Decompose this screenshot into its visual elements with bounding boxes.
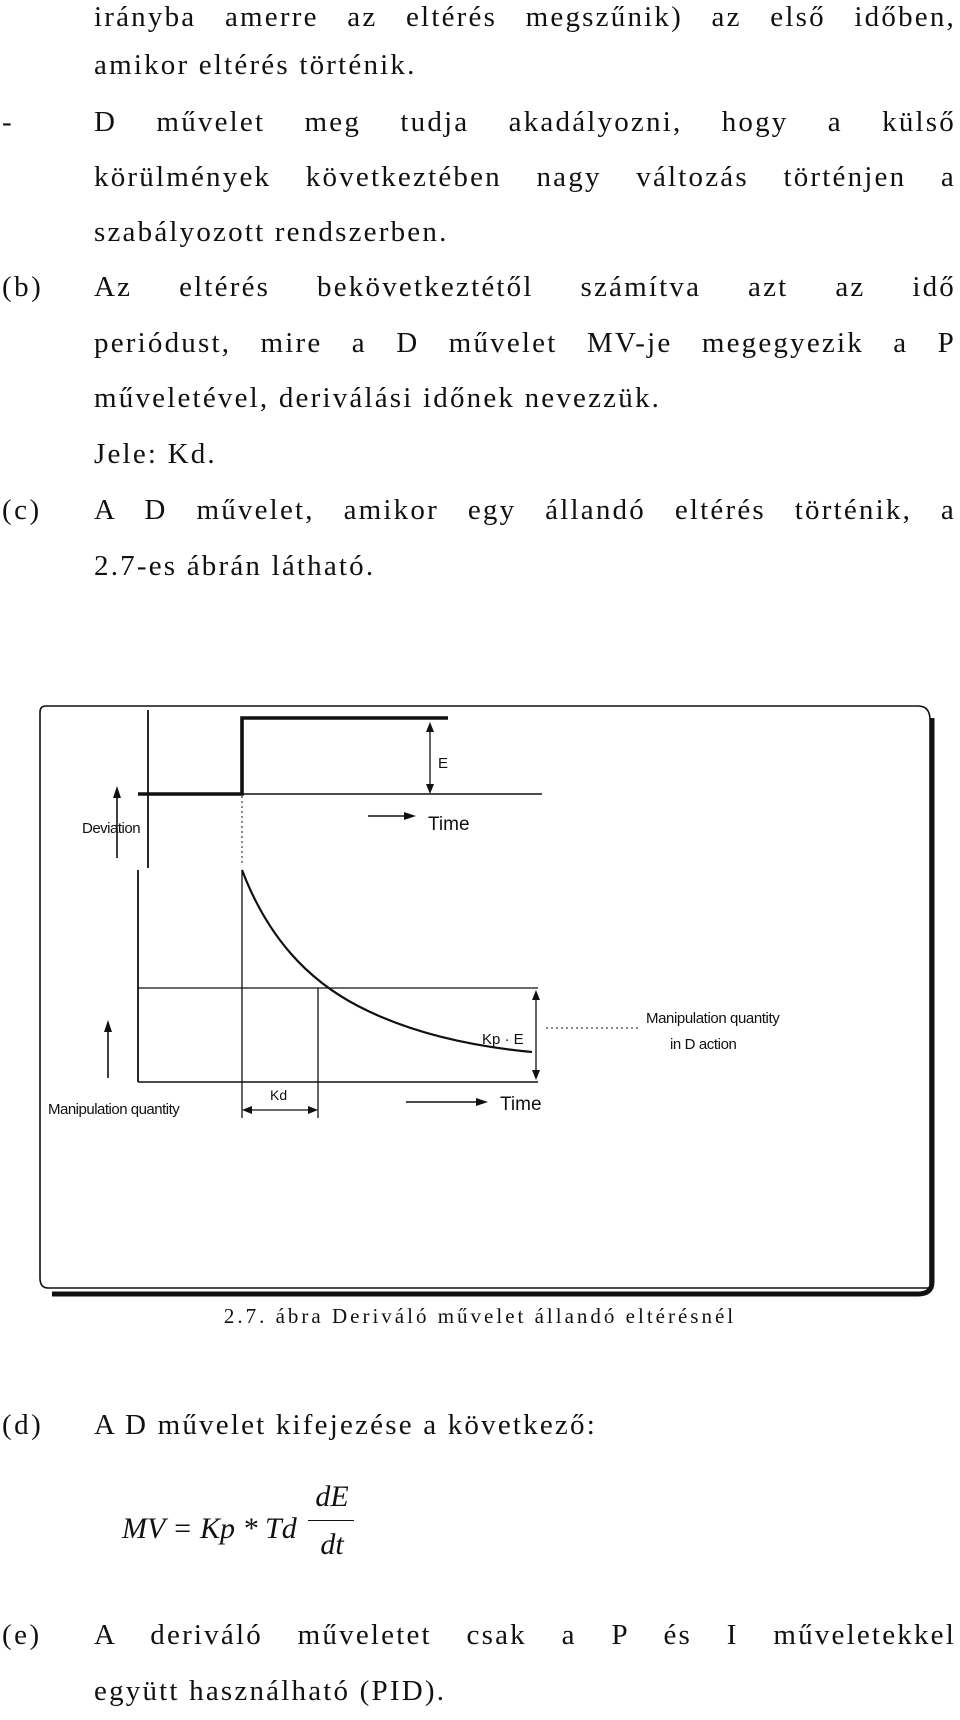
paragraph-line: amikor eltérés történik. [94,49,417,81]
paragraph-line: periódust, mire a D művelet MV-je megegyezik a P [94,327,956,359]
figure-d-action [38,698,946,1302]
note-line2: in D action [670,1036,737,1053]
time-label-bottom: Time [500,1094,542,1115]
list-marker: (e) [2,1619,42,1651]
time-label-top: Time [428,814,470,835]
arrow-up-icon [113,786,121,798]
kpe-label: Kp · E [482,1031,524,1048]
paragraph-line: műveletével, deriválási időnek nevezzük. [94,382,662,414]
paragraph-line: A D művelet kifejezése a következő: [94,1409,597,1441]
paragraph-line: D művelet meg tudja akadályozni, hogy a külső [94,106,956,138]
formula-numerator: dE [315,1480,349,1513]
derivative-decay-curve [242,870,532,1052]
list-marker: (c) [2,494,42,526]
arrow-up-icon [104,1020,112,1032]
list-marker: - [2,106,15,138]
paragraph-line: 2.7-es ábrán látható. [94,550,376,582]
list-marker: (b) [2,271,44,303]
arrow-right-icon [404,812,416,820]
formula-denominator: dt [320,1528,344,1561]
manipulation-label: Manipulation quantity [48,1101,180,1118]
paragraph-line: A D művelet, amikor egy állandó eltérés történik, a [94,494,956,526]
e-label: E [438,755,449,772]
fraction-bar [308,1520,354,1521]
paragraph-line: A deriváló műveletet csak a P és I műveletekkel [94,1619,956,1651]
paragraph-line: együtt használható (PID). [94,1675,447,1707]
paragraph-line: irányba amerre az eltérés megszűnik) az első időben, [94,1,956,33]
paragraph-line: szabályozott rendszerben. [94,216,449,248]
figure-caption: 2.7. ábra Deriváló művelet állandó eltérésnél [223,1304,737,1328]
formula-lhs: MV = Kp * Td [122,1512,297,1545]
note-line1: Manipulation quantity [646,1010,780,1027]
list-marker: (d) [2,1409,44,1441]
paragraph-line: Az eltérés bekövetkeztétől számítva azt az idő [94,271,956,303]
deviation-step-curve [138,718,448,794]
deviation-label: Deviation [82,820,141,837]
figure-diagram [38,698,946,1302]
paragraph-line: Jele: Kd. [94,438,217,470]
arrow-right-icon [476,1098,488,1106]
paragraph-line: körülmények következtében nagy változás történjen a [94,161,956,193]
kd-label: Kd [270,1087,288,1103]
formula-mv [122,1480,442,1590]
